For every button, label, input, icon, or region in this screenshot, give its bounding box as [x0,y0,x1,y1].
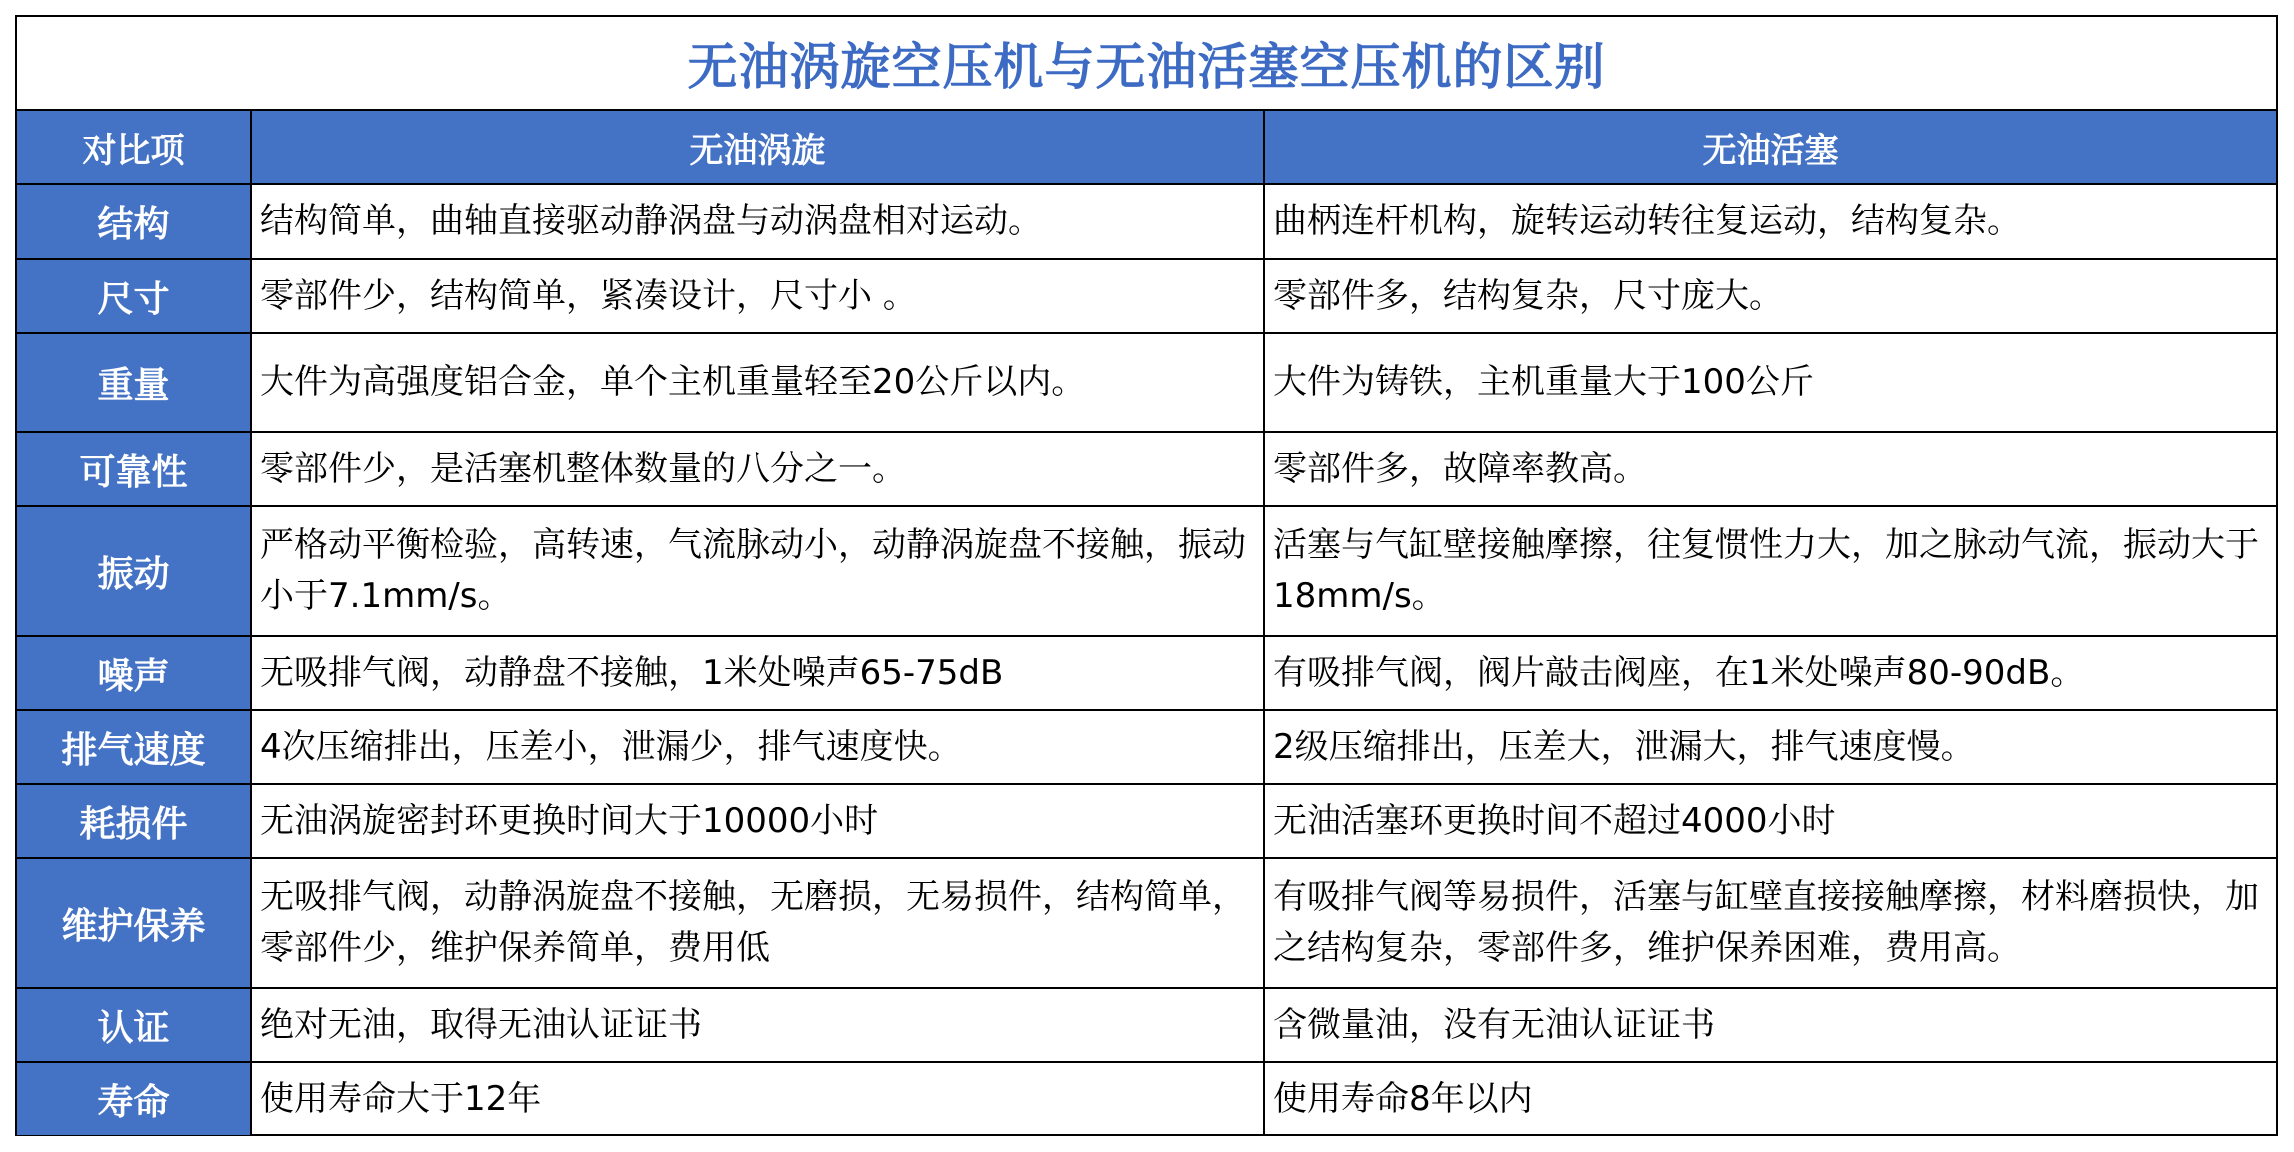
row-label: 重量 [17,333,251,432]
page-title: 无油涡旋空压机与无油活塞空压机的区别 [17,17,2276,111]
table-row [17,333,2276,432]
piston-cell: 曲柄连杆机构，旋转运动转往复运动，结构复杂。 [1264,184,2276,259]
comparison-table [17,111,2276,1135]
row-label: 尺寸 [17,259,251,333]
scroll-cell: 绝对无油，取得无油认证证书 [251,988,1264,1062]
row-label: 寿命 [17,1062,251,1135]
table-row [17,432,2276,506]
table-row [17,636,2276,710]
header-item: 对比项 [17,111,251,184]
table-row [17,858,2276,988]
row-label: 噪声 [17,636,251,710]
scroll-cell: 大件为高强度铝合金，单个主机重量轻至20公斤以内。 [251,333,1264,432]
piston-cell: 活塞与气缸壁接触摩擦，往复惯性力大，加之脉动气流，振动大于18mm/s。 [1264,506,2276,636]
row-label: 耗损件 [17,784,251,858]
scroll-cell: 无吸排气阀，动静涡旋盘不接触，无磨损，无易损件，结构简单，零部件少，维护保养简单，费用低 [251,858,1264,988]
scroll-cell: 严格动平衡检验，高转速，气流脉动小，动静涡旋盘不接触，振动小于7.1mm/s。 [251,506,1264,636]
table-row [17,259,2276,333]
piston-cell: 有吸排气阀，阀片敲击阀座，在1米处噪声80-90dB。 [1264,636,2276,710]
piston-cell: 零部件多，结构复杂，尺寸庞大。 [1264,259,2276,333]
piston-cell: 含微量油，没有无油认证证书 [1264,988,2276,1062]
header-scroll: 无油涡旋 [251,111,1264,184]
table-row [17,184,2276,259]
scroll-cell: 零部件少，结构简单，紧凑设计，尺寸小 。 [251,259,1264,333]
piston-cell: 2级压缩排出，压差大，泄漏大，排气速度慢。 [1264,710,2276,784]
piston-cell: 零部件多，故障率教高。 [1264,432,2276,506]
piston-cell: 大件为铸铁，主机重量大于100公斤 [1264,333,2276,432]
scroll-cell: 使用寿命大于12年 [251,1062,1264,1135]
table-row [17,784,2276,858]
table-row [17,710,2276,784]
piston-cell: 使用寿命8年以内 [1264,1062,2276,1135]
scroll-cell: 无油涡旋密封环更换时间大于10000小时 [251,784,1264,858]
comparison-sheet [15,15,2278,1136]
table-row [17,506,2276,636]
row-label: 振动 [17,506,251,636]
row-label: 认证 [17,988,251,1062]
piston-cell: 有吸排气阀等易损件，活塞与缸壁直接接触摩擦，材料磨损快，加之结构复杂，零部件多，维护保养困难，费用高。 [1264,858,2276,988]
row-label: 排气速度 [17,710,251,784]
piston-cell: 无油活塞环更换时间不超过4000小时 [1264,784,2276,858]
row-label: 结构 [17,184,251,259]
header-piston: 无油活塞 [1264,111,2276,184]
scroll-cell: 零部件少，是活塞机整体数量的八分之一。 [251,432,1264,506]
row-label: 维护保养 [17,858,251,988]
table-row [17,1062,2276,1135]
table-row [17,988,2276,1062]
scroll-cell: 4次压缩排出，压差小，泄漏少，排气速度快。 [251,710,1264,784]
row-label: 可靠性 [17,432,251,506]
scroll-cell: 结构简单，曲轴直接驱动静涡盘与动涡盘相对运动。 [251,184,1264,259]
header-row [17,111,2276,184]
scroll-cell: 无吸排气阀，动静盘不接触，1米处噪声65-75dB [251,636,1264,710]
